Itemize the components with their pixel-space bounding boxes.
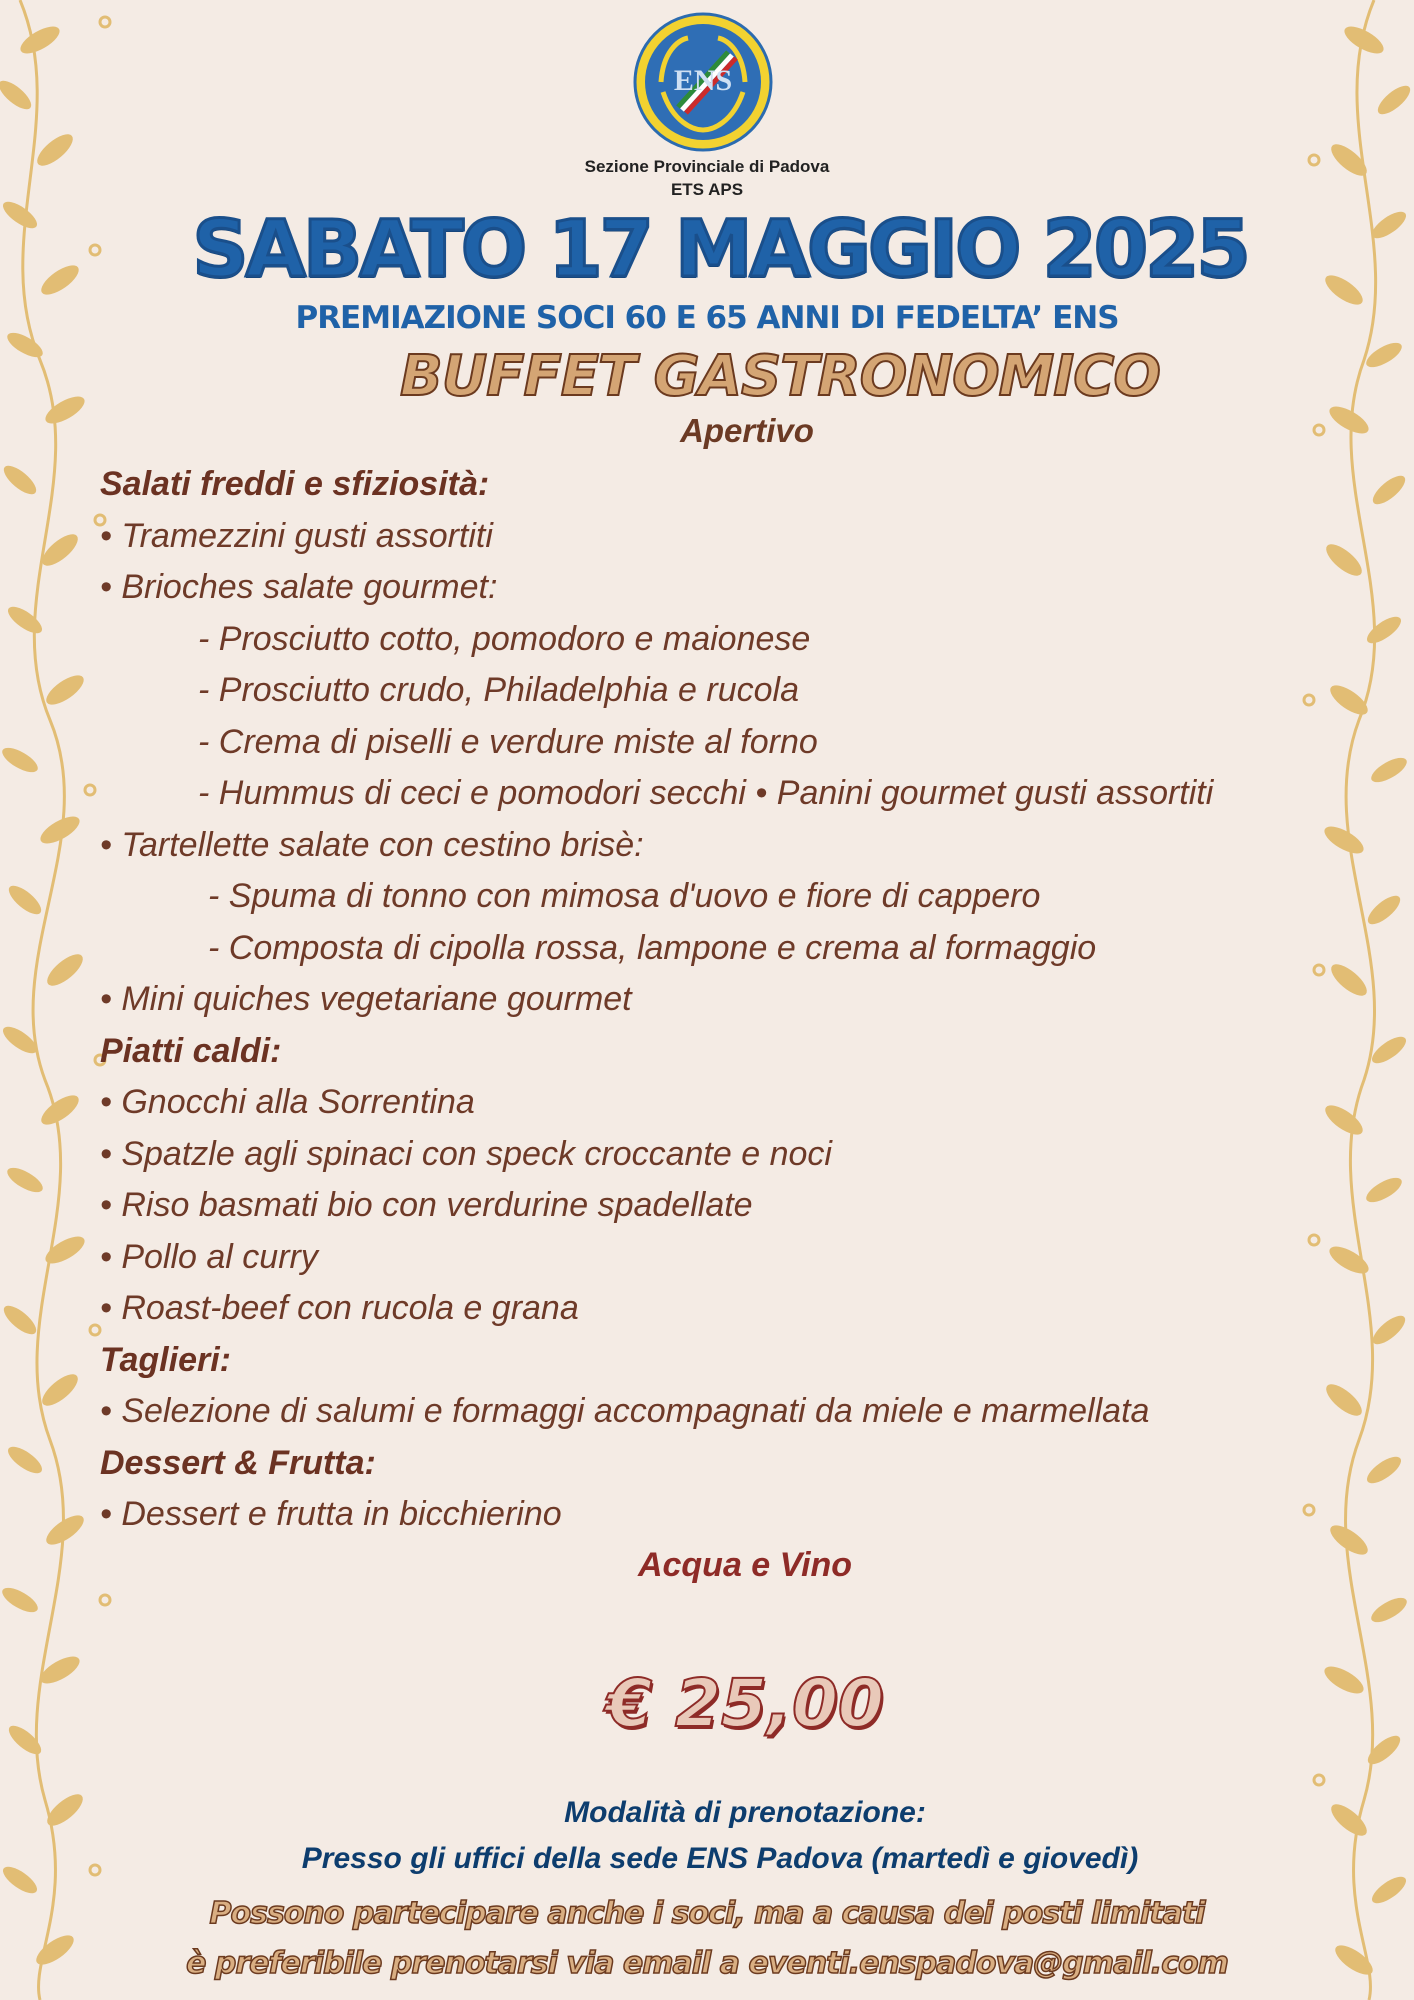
- event-subtitle: PREMIAZIONE SOCI 60 E 65 ANNI DI FEDELTA’ ENS: [295, 300, 1119, 336]
- menu-section-heading: Taglieri:: [100, 1340, 231, 1379]
- ens-logo: [633, 12, 773, 152]
- menu-list: [100, 462, 1320, 1544]
- note-line-1: Possono partecipare anche i soci, ma a causa dei posti limitati: [209, 1896, 1205, 1931]
- svg-text:ENS: ENS: [673, 64, 733, 97]
- note-line-2: è preferibile prenotarsi via email a eventi.enspadova@gmail.com: [186, 1946, 1228, 1981]
- event-date-title: SABATO 17 MAGGIO 2025: [192, 205, 1248, 295]
- menu-item: • Brioches salate gourmet:: [100, 568, 498, 606]
- menu-section-heading: Piatti caldi:: [100, 1031, 282, 1070]
- menu-item: • Dessert e frutta in bicchierino: [100, 1495, 562, 1533]
- buffet-heading: BUFFET GASTRONOMICO: [400, 344, 1160, 409]
- booking-title: Modalità di prenotazione:: [564, 1796, 926, 1829]
- menu-item: • Tartellette salate con cestino brisè:: [100, 825, 644, 864]
- org-name: Sezione Provinciale di Padova: [584, 157, 830, 176]
- org-type: ETS APS: [670, 180, 744, 199]
- price: € 25,00: [606, 1665, 884, 1742]
- menu-sub-item: - Crema di piselli e verdure miste al forno: [198, 722, 818, 761]
- drinks-line: Acqua e Vino: [637, 1546, 853, 1584]
- menu-sub-item: - Hummus di ceci e pomodori secchi • Panini gourmet gusti assortiti: [198, 774, 1214, 812]
- menu-item: • Selezione di salumi e formaggi accompagnati da miele e marmellata: [100, 1392, 1150, 1430]
- menu-section-heading: Salati freddi e sfiziosità:: [100, 465, 490, 503]
- menu-section-heading: Dessert & Frutta:: [100, 1443, 376, 1482]
- menu-sub-item: - Spuma di tonno con mimosa d'uovo e fiore di cappero: [208, 877, 1041, 915]
- menu-item: • Spatzle agli spinaci con speck croccante e noci: [100, 1134, 832, 1173]
- booking-info: Presso gli uffici della sede ENS Padova (martedì e giovedì): [301, 1842, 1139, 1875]
- menu-item: • Tramezzini gusti assortiti: [100, 516, 493, 555]
- menu-sub-item: - Composta di cipolla rossa, lampone e crema al formaggio: [208, 928, 1097, 967]
- aperitivo-heading: Apertivo: [680, 412, 814, 449]
- menu-item: • Pollo al curry: [100, 1237, 318, 1276]
- menu-item: • Riso basmati bio con verdurine spadellate: [100, 1186, 753, 1224]
- menu-item: • Roast-beef con rucola e grana: [100, 1289, 579, 1327]
- menu-sub-item: - Prosciutto cotto, pomodoro e maionese: [198, 619, 811, 658]
- menu-item: • Gnocchi alla Sorrentina: [100, 1083, 475, 1121]
- menu-sub-item: - Prosciutto crudo, Philadelphia e rucola: [198, 671, 799, 709]
- menu-item: • Mini quiches vegetariane gourmet: [100, 980, 632, 1018]
